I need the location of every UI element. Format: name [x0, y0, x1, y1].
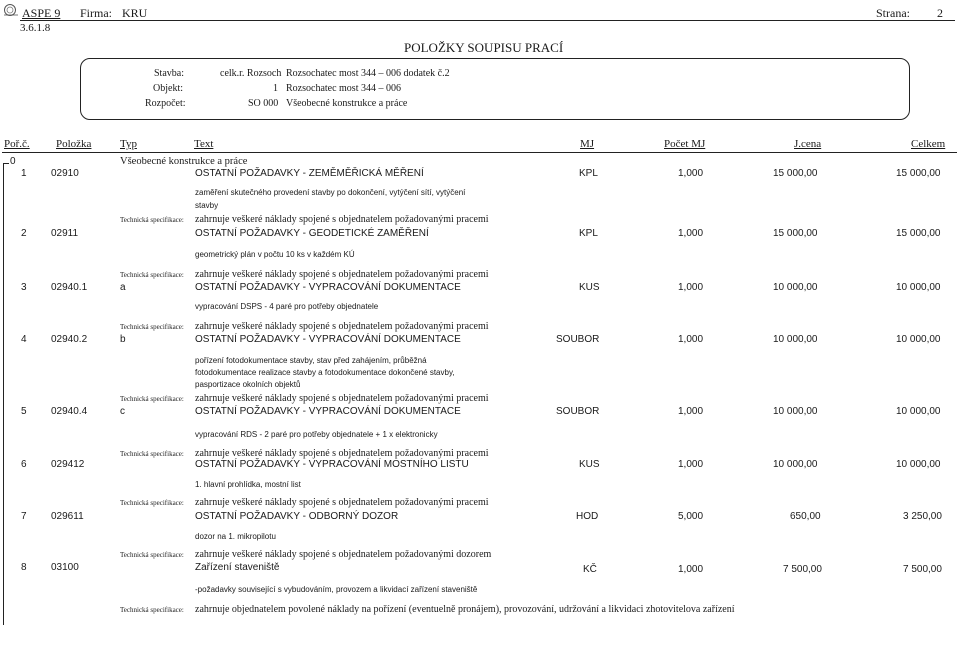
row-mj: SOUBOR [556, 406, 600, 417]
row-celkem: 7 500,00 [903, 564, 942, 575]
row-pocet: 1,000 [678, 459, 704, 470]
rozpocet-label: Rozpočet: [145, 98, 186, 109]
row-pocet: 1,000 [678, 168, 704, 179]
spec-label: Technická specifikace: [120, 323, 184, 331]
row-note: pasportizace okolních objektů [195, 380, 301, 389]
spec-label: Technická specifikace: [120, 271, 184, 279]
row-typ: c [120, 406, 125, 417]
row-mj: KPL [579, 168, 598, 179]
row-text: OSTATNÍ POŽADAVKY - VYPRACOVÁNÍ DOKUMENTACE [195, 334, 461, 345]
row-pocet: 1,000 [678, 228, 704, 239]
stavba-name: Rozsochatec most 344 – 006 dodatek č.2 [286, 68, 450, 79]
row-pocet: 1,000 [678, 564, 704, 575]
row-note: stavby [195, 201, 219, 210]
row-text: OSTATNÍ POŽADAVKY - VYPRACOVÁNÍ DOKUMENTACE [195, 406, 461, 417]
row-note: fotodokumentace realizace stavby a fotodokumentace dokončené stavby, [195, 368, 455, 377]
rozpocet-code: SO 000 [248, 98, 279, 109]
row-polozka: 02940.4 [51, 406, 88, 417]
col-mj: MJ [580, 138, 595, 150]
row-jcena: 650,00 [790, 511, 821, 522]
row-polozka: 02910 [51, 168, 79, 179]
row-note: dozor na 1. mikropilotu [195, 532, 276, 541]
col-typ: Typ [120, 138, 137, 150]
strana-label: Strana: [876, 6, 910, 20]
row-por: 6 [21, 459, 27, 470]
row-spec: zahrnuje veškeré náklady spojené s objednatelem požadovanými pracemi [195, 214, 489, 225]
row-spec: zahrnuje veškeré náklady spojené s objednatelem požadovanými pracemi [195, 393, 489, 404]
row-note: vypracování RDS - 2 paré pro potřeby objednatele + 1 x elektronicky [195, 430, 438, 439]
row-polozka: 02911 [51, 228, 79, 239]
col-text: Text [194, 138, 214, 150]
row-spec: zahrnuje veškeré náklady spojené s objednatelem požadovanými dozorem [195, 549, 492, 560]
column-header-line [2, 152, 957, 153]
spec-label: Technická specifikace: [120, 450, 184, 458]
row-celkem: 10 000,00 [896, 459, 941, 470]
row-polozka: 029611 [51, 511, 84, 522]
row-text: OSTATNÍ POŽADAVKY - ODBORNÝ DOZOR [195, 511, 399, 522]
row-jcena: 10 000,00 [773, 334, 818, 345]
row-text: Zařízení staveniště [195, 562, 280, 573]
row-note: zaměření skutečného provedení stavby po dokončení, vytýčení sítí, vytýčení [195, 188, 466, 197]
row-note: -požadavky související s vybudováním, provozem a likvidací zařízení staveniště [195, 585, 478, 594]
stavba-code: celk.r. Rozsoch [220, 68, 282, 79]
header-underline [20, 20, 955, 21]
row-text: OSTATNÍ POŽADAVKY - GEODETICKÉ ZAMĚŘENÍ [195, 228, 429, 239]
row-por: 2 [21, 228, 27, 239]
objekt-code: 1 [273, 83, 278, 94]
spec-label: Technická specifikace: [120, 551, 184, 559]
row-spec: zahrnuje objednatelem povolené náklady na pořízení (eventuelně pronájem), provozování, udržování a likvidaci zhotovitelova zařízení [195, 604, 735, 615]
app-name: ASPE 9 [22, 6, 61, 20]
version: 3.6.1.8 [20, 22, 51, 34]
row-pocet: 5,000 [678, 511, 704, 522]
stavba-label: Stavba: [154, 68, 184, 79]
row-polozka: 03100 [51, 562, 79, 573]
row-celkem: 10 000,00 [896, 334, 941, 345]
row-por: 3 [21, 282, 27, 293]
spec-label: Technická specifikace: [120, 606, 184, 614]
spec-label: Technická specifikace: [120, 395, 184, 403]
row-note: pořízení fotodokumentace stavby, stav před zahájením, průběžná [195, 356, 427, 365]
col-celkem: Celkem [911, 138, 946, 150]
row-por: 7 [21, 511, 27, 522]
row-text: OSTATNÍ POŽADAVKY - ZEMĚMĚŘICKÁ MĚŘENÍ [195, 168, 424, 179]
section-title: Všeobecné konstrukce a práce [120, 156, 248, 167]
row-jcena: 10 000,00 [773, 282, 818, 293]
row-por: 8 [21, 562, 27, 573]
row-por: 4 [21, 334, 27, 345]
section-num: 0 [10, 156, 16, 167]
aspe-logo-icon [2, 2, 20, 16]
row-pocet: 1,000 [678, 406, 704, 417]
rozpocet-name: Všeobecné konstrukce a práce [286, 98, 408, 109]
info-box [80, 58, 910, 120]
row-celkem: 15 000,00 [896, 168, 941, 179]
row-typ: b [120, 334, 126, 345]
row-polozka: 02940.1 [51, 282, 88, 293]
row-mj: KUS [579, 282, 600, 293]
spec-label: Technická specifikace: [120, 216, 184, 224]
row-spec: zahrnuje veškeré náklady spojené s objednatelem požadovanými pracemi [195, 321, 489, 332]
firma-value: KRU [122, 6, 148, 20]
row-text: OSTATNÍ POŽADAVKY - VYPRACOVÁNÍ MOSTNÍHO LISTU [195, 459, 469, 470]
row-spec: zahrnuje veškeré náklady spojené s objednatelem požadovanými pracemi [195, 497, 489, 508]
row-mj: KČ [583, 564, 597, 575]
row-mj: SOUBOR [556, 334, 600, 345]
row-polozka: 029412 [51, 459, 85, 470]
objekt-label: Objekt: [153, 83, 183, 94]
row-por: 5 [21, 406, 27, 417]
row-celkem: 3 250,00 [903, 511, 942, 522]
row-jcena: 15 000,00 [773, 228, 818, 239]
row-mj: KUS [579, 459, 600, 470]
strana-value: 2 [937, 6, 943, 20]
row-jcena: 10 000,00 [773, 406, 818, 417]
row-note: vypracování DSPS - 4 paré pro potřeby objednatele [195, 302, 379, 311]
col-jcena: J.cena [794, 138, 822, 150]
row-celkem: 10 000,00 [896, 282, 941, 293]
row-por: 1 [21, 168, 27, 179]
spec-label: Technická specifikace: [120, 499, 184, 507]
col-polozka: Položka [56, 138, 92, 150]
section-bracket [3, 163, 4, 625]
row-pocet: 1,000 [678, 282, 704, 293]
row-mj: KPL [579, 228, 598, 239]
col-por: Poř.č. [4, 138, 30, 150]
row-typ: a [120, 282, 126, 293]
row-jcena: 10 000,00 [773, 459, 818, 470]
objekt-name: Rozsochatec most 344 – 006 [286, 83, 401, 94]
page-title: POLOŽKY SOUPISU PRACÍ [404, 40, 564, 55]
row-mj: HOD [576, 511, 599, 522]
row-celkem: 15 000,00 [896, 228, 941, 239]
row-pocet: 1,000 [678, 334, 704, 345]
row-spec: zahrnuje veškeré náklady spojené s objednatelem požadovanými pracemi [195, 269, 489, 280]
row-polozka: 02940.2 [51, 334, 88, 345]
row-note: 1. hlavní prohlídka, mostní list [195, 480, 301, 489]
row-jcena: 15 000,00 [773, 168, 818, 179]
row-jcena: 7 500,00 [783, 564, 822, 575]
col-pocet: Počet MJ [664, 138, 706, 150]
row-text: OSTATNÍ POŽADAVKY - VYPRACOVÁNÍ DOKUMENTACE [195, 282, 461, 293]
row-celkem: 10 000,00 [896, 406, 941, 417]
row-note: geometrický plán v počtu 10 ks v každém KÚ [195, 250, 355, 259]
firma-label: Firma: [80, 6, 112, 20]
row-spec: zahrnuje veškeré náklady spojené s objednatelem požadovanými pracemi [195, 448, 489, 459]
